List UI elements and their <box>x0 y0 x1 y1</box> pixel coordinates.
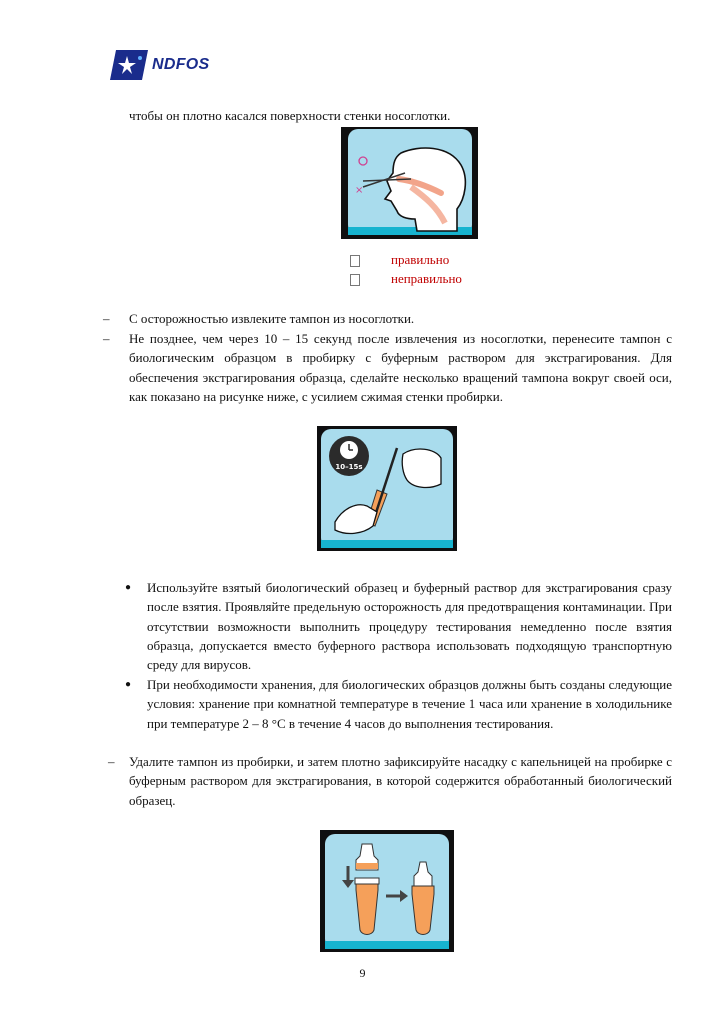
legend-label-incorrect: неправильно <box>391 271 462 286</box>
logo-text: NDFOS <box>152 56 210 73</box>
bullet-marker: ● <box>125 582 132 593</box>
dash-marker: – <box>103 311 110 326</box>
swab-rotation-tube-icon <box>317 426 457 551</box>
star-logo-icon <box>110 50 148 80</box>
bullet-immediate-use: Используйте взятый биологический образец и буферный раствор для экстрагирования сразу после взятия. Проявляйте предельную осторожность для предотвращения контаминации. При отсутствии возможности выполнить процедуру тестирования немедленно после взятия образца, допускается вместо буферного раствора использовать подходящую транспортную среду для вирусов. <box>147 580 672 673</box>
step-transfer-swab: Не позднее, чем через 10 – 15 секунд после извлечения из носоглотки, перенесите тампон с биологическим образцом в пробирку с буферным раствором для экстрагирования. Для обеспечения экстрагирования образца, сделайте несколько вращений тампона вокруг своей оси, как показано на рисунке ниже, с усилием сжимая стенки пробирки. <box>129 331 672 404</box>
intro-line: чтобы он плотно касался поверхности стенки носоглотки. <box>129 108 451 123</box>
step-attach-dropper: Удалите тампон из пробирки, и затем плотно зафиксируйте насадку с капельницей на пробирке с буферным раствором для экстрагирования, в которой содержится обработанный биологический образец. <box>129 754 672 808</box>
figure-dropper-cap <box>320 830 454 952</box>
step-remove-swab: С осторожностью извлеките тампон из носоглотки. <box>129 311 415 326</box>
nasal-swab-head-icon <box>341 127 478 239</box>
svg-text:×: × <box>355 185 364 196</box>
dash-marker: – <box>103 331 110 346</box>
dropper-cap-tube-icon <box>320 830 454 952</box>
bullet-storage: При необходимости хранения, для биологических образцов должны быть созданы следующие условия: хранение при комнатной температуре в течение 1 часа или хранение в холодильнике при температуре 2 – 8 °C в течение 4 часов до выполнения тестирования. <box>147 677 672 731</box>
header-logo <box>110 50 210 80</box>
legend-box-icon <box>350 255 360 267</box>
timer-label: 10–15s <box>335 463 363 471</box>
page-number: 9 <box>359 966 366 980</box>
legend-label-correct: правильно <box>391 252 450 267</box>
legend-box-icon <box>350 274 360 286</box>
figure-swab-rotation <box>317 426 457 551</box>
dash-marker: – <box>108 754 115 769</box>
figure-nasal-swab <box>341 127 478 239</box>
bullet-marker: ● <box>125 679 132 690</box>
